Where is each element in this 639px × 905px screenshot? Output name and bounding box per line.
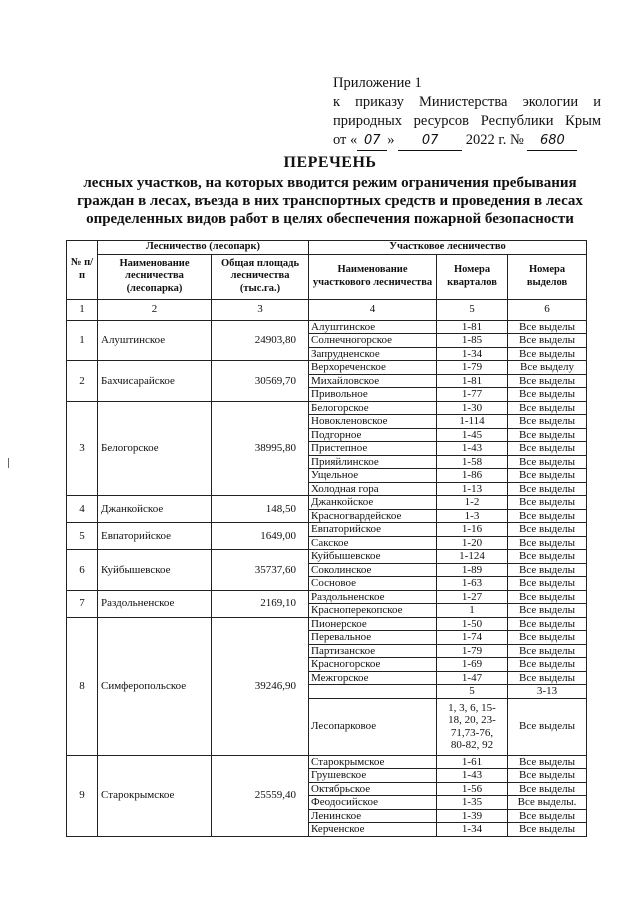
forestry-area: 35737,60: [212, 550, 309, 591]
quarter-numbers: 1-81: [437, 320, 508, 334]
section-numbers: Все выделы: [508, 755, 587, 769]
header-quarters: Номера кварталов: [437, 254, 508, 299]
table-row: [67, 550, 587, 564]
section-numbers: Все выделы: [508, 509, 587, 523]
row-number: 4: [67, 496, 98, 523]
section-numbers: Все выделы: [508, 617, 587, 631]
header-group-district: Участковое лесничество: [309, 241, 587, 255]
forestry-name: Старокрымское: [98, 755, 212, 836]
district-name: Белогорское: [309, 401, 437, 415]
quarter-numbers: 1-81: [437, 374, 508, 388]
annex-ministry-line: природных ресурсов Республики Крым: [333, 113, 601, 129]
section-numbers: Все выделы: [508, 428, 587, 442]
quarter-numbers: 1-43: [437, 442, 508, 456]
section-numbers: Все выделу: [508, 361, 587, 375]
section-numbers: Все выделы: [508, 809, 587, 823]
table-row: [67, 361, 587, 375]
forestry-area: 30569,70: [212, 361, 309, 402]
district-name: Ущельное: [309, 469, 437, 483]
forestry-name: Раздольненское: [98, 590, 212, 617]
section-numbers: Все выделы: [508, 631, 587, 645]
district-name: Красногорское: [309, 658, 437, 672]
quarter-numbers: 1-13: [437, 482, 508, 496]
district-name: Керченское: [309, 823, 437, 837]
district-name: Пристепное: [309, 442, 437, 456]
section-numbers: Все выделы: [508, 644, 587, 658]
table-row: [67, 401, 587, 415]
section-numbers: Все выделы.: [508, 796, 587, 810]
annex-order-line: к приказу Министерства экологии и: [333, 94, 601, 110]
quarter-numbers: 1-79: [437, 361, 508, 375]
header-forestry-name: Наименование лесничества (лесопарка): [98, 254, 212, 299]
section-numbers: Все выделы: [508, 536, 587, 550]
district-name: Солнечногорское: [309, 334, 437, 348]
district-name: Алуштинское: [309, 320, 437, 334]
section-numbers: Все выделы: [508, 334, 587, 348]
header-district-name: Наименование участкового лесничества: [309, 254, 437, 299]
handwritten-month: 07: [398, 131, 462, 151]
row-number: 7: [67, 590, 98, 617]
title-line-2: граждан в лесах, въезда в них транспортных средств и проведения в лесах: [77, 193, 583, 209]
row-number: 2: [67, 361, 98, 402]
district-name: Феодосийское: [309, 796, 437, 810]
margin-mark: [8, 458, 9, 468]
quarter-numbers: 1-39: [437, 809, 508, 823]
district-name: Евпаторийское: [309, 523, 437, 537]
quarter-numbers: 1-43: [437, 769, 508, 783]
district-name: Красногвардейское: [309, 509, 437, 523]
table-row: [67, 523, 587, 537]
row-number: 5: [67, 523, 98, 550]
forestry-name: Белогорское: [98, 401, 212, 496]
section-numbers: Все выделы: [508, 442, 587, 456]
annex-header: [333, 74, 601, 151]
section-numbers: Все выделы: [508, 604, 587, 618]
section-numbers: Все выделы: [508, 769, 587, 783]
quarter-numbers: 1-114: [437, 415, 508, 429]
forestry-name: Симферопольское: [98, 617, 212, 755]
table-row: [67, 590, 587, 604]
quarter-numbers: 1-77: [437, 388, 508, 402]
forestry-area: 1649,00: [212, 523, 309, 550]
section-numbers: Все выделы: [508, 482, 587, 496]
quarter-numbers: 1-61: [437, 755, 508, 769]
table-row: [67, 755, 587, 769]
forestry-area: 148,50: [212, 496, 309, 523]
section-numbers: Все выделы: [508, 577, 587, 591]
quarter-numbers: 1-86: [437, 469, 508, 483]
section-numbers: Все выделы: [508, 782, 587, 796]
forestry-name: Куйбышевское: [98, 550, 212, 591]
quarter-numbers: 1-124: [437, 550, 508, 564]
forestry-area: 39246,90: [212, 617, 309, 755]
section-numbers: Все выделы: [508, 496, 587, 510]
column-number-row: 1 2 3 4 5 6: [67, 299, 587, 320]
header-total-area: Общая площадь лесничества (тыс.га.): [212, 254, 309, 299]
district-name: [309, 685, 437, 699]
district-name: Сосновое: [309, 577, 437, 591]
section-numbers: Все выделы: [508, 374, 587, 388]
table-body: [67, 320, 587, 836]
section-numbers: Все выделы: [508, 658, 587, 672]
section-numbers: Все выделы: [508, 671, 587, 685]
header-sections: Номера выделов: [508, 254, 587, 299]
table-row: [67, 617, 587, 631]
district-name: Михайловское: [309, 374, 437, 388]
quarter-numbers: 1-3: [437, 509, 508, 523]
title-main: ПЕРЕЧЕНЬ: [283, 154, 377, 171]
section-numbers: Все выделы: [508, 469, 587, 483]
section-numbers: 3-13: [508, 685, 587, 699]
quarter-numbers: 1-69: [437, 658, 508, 672]
district-name: Холодная гора: [309, 482, 437, 496]
quarter-numbers: 1-85: [437, 334, 508, 348]
district-name: Перевальное: [309, 631, 437, 645]
section-numbers: Все выделы: [508, 698, 587, 755]
section-numbers: Все выделы: [508, 523, 587, 537]
district-name: Раздольненское: [309, 590, 437, 604]
district-name: Подгорное: [309, 428, 437, 442]
section-numbers: Все выделы: [508, 823, 587, 837]
district-name: Сакское: [309, 536, 437, 550]
district-name: Верхореченское: [309, 361, 437, 375]
header-group-forestry: Лесничество (лесопарк): [98, 241, 309, 255]
section-numbers: Все выделы: [508, 320, 587, 334]
quarter-numbers: 1-74: [437, 631, 508, 645]
table-row: [67, 320, 587, 334]
district-name: Октябрьское: [309, 782, 437, 796]
district-name: Лесопарковое: [309, 698, 437, 755]
district-name: Джанкойское: [309, 496, 437, 510]
quarter-numbers: 1-50: [437, 617, 508, 631]
district-name: Пионерское: [309, 617, 437, 631]
forestry-area: 2169,10: [212, 590, 309, 617]
district-name: Куйбышевское: [309, 550, 437, 564]
forestry-name: Джанкойское: [98, 496, 212, 523]
district-name: Грушевское: [309, 769, 437, 783]
section-numbers: Все выделы: [508, 401, 587, 415]
section-numbers: Все выделы: [508, 455, 587, 469]
quarter-numbers: 1-89: [437, 563, 508, 577]
annex-title: Приложение 1: [333, 75, 422, 91]
district-name: Партизанское: [309, 644, 437, 658]
row-number: 6: [67, 550, 98, 591]
forestry-area: 25559,40: [212, 755, 309, 836]
quarter-numbers: 1: [437, 604, 508, 618]
title-line-1: лесных участков, на которых вводится режим ограничения пребывания: [83, 175, 577, 191]
district-name: Соколинское: [309, 563, 437, 577]
handwritten-day: 07: [357, 131, 387, 151]
quarter-numbers: 1-2: [437, 496, 508, 510]
quarter-numbers: 1-47: [437, 671, 508, 685]
annex-date-line: от « 07 » 07 2022 г. № 680: [333, 131, 601, 151]
district-name: Красноперекопское: [309, 604, 437, 618]
forestry-name: Евпаторийское: [98, 523, 212, 550]
quarter-numbers: 1-20: [437, 536, 508, 550]
document-title: [60, 154, 600, 228]
section-numbers: Все выделы: [508, 347, 587, 361]
quarter-numbers: 1-45: [437, 428, 508, 442]
quarter-numbers: 1-35: [437, 796, 508, 810]
district-name: Прияйлинское: [309, 455, 437, 469]
quarter-numbers: 1-58: [437, 455, 508, 469]
section-numbers: Все выделы: [508, 563, 587, 577]
quarter-numbers: 1-27: [437, 590, 508, 604]
district-name: Запрудненское: [309, 347, 437, 361]
header-num: № п/п: [67, 241, 98, 300]
quarter-numbers: 1-16: [437, 523, 508, 537]
district-name: Межгорское: [309, 671, 437, 685]
section-numbers: Все выделы: [508, 590, 587, 604]
district-name: Ленинское: [309, 809, 437, 823]
section-numbers: Все выделы: [508, 388, 587, 402]
section-numbers: Все выделы: [508, 415, 587, 429]
section-numbers: Все выделы: [508, 550, 587, 564]
title-line-3: определенных видов работ в целях обеспечения пожарной безопасности: [86, 211, 574, 227]
district-name: Новокленовское: [309, 415, 437, 429]
district-name: Привольное: [309, 388, 437, 402]
quarter-numbers: 1-34: [437, 347, 508, 361]
forestry-name: Алуштинское: [98, 320, 212, 361]
forestry-area: 38995,80: [212, 401, 309, 496]
table-row: [67, 496, 587, 510]
row-number: 1: [67, 320, 98, 361]
quarter-numbers: 1, 3, 6, 15-18, 20, 23-71,73-76, 80-82, 92: [437, 698, 508, 755]
quarter-numbers: 1-34: [437, 823, 508, 837]
quarter-numbers: 5: [437, 685, 508, 699]
forest-plots-table: [66, 240, 587, 837]
row-number: 3: [67, 401, 98, 496]
forestry-name: Бахчисарайское: [98, 361, 212, 402]
quarter-numbers: 1-30: [437, 401, 508, 415]
row-number: 8: [67, 617, 98, 755]
quarter-numbers: 1-63: [437, 577, 508, 591]
forestry-area: 24903,80: [212, 320, 309, 361]
handwritten-number: 680: [527, 131, 577, 151]
quarter-numbers: 1-56: [437, 782, 508, 796]
district-name: Старокрымское: [309, 755, 437, 769]
quarter-numbers: 1-79: [437, 644, 508, 658]
row-number: 9: [67, 755, 98, 836]
